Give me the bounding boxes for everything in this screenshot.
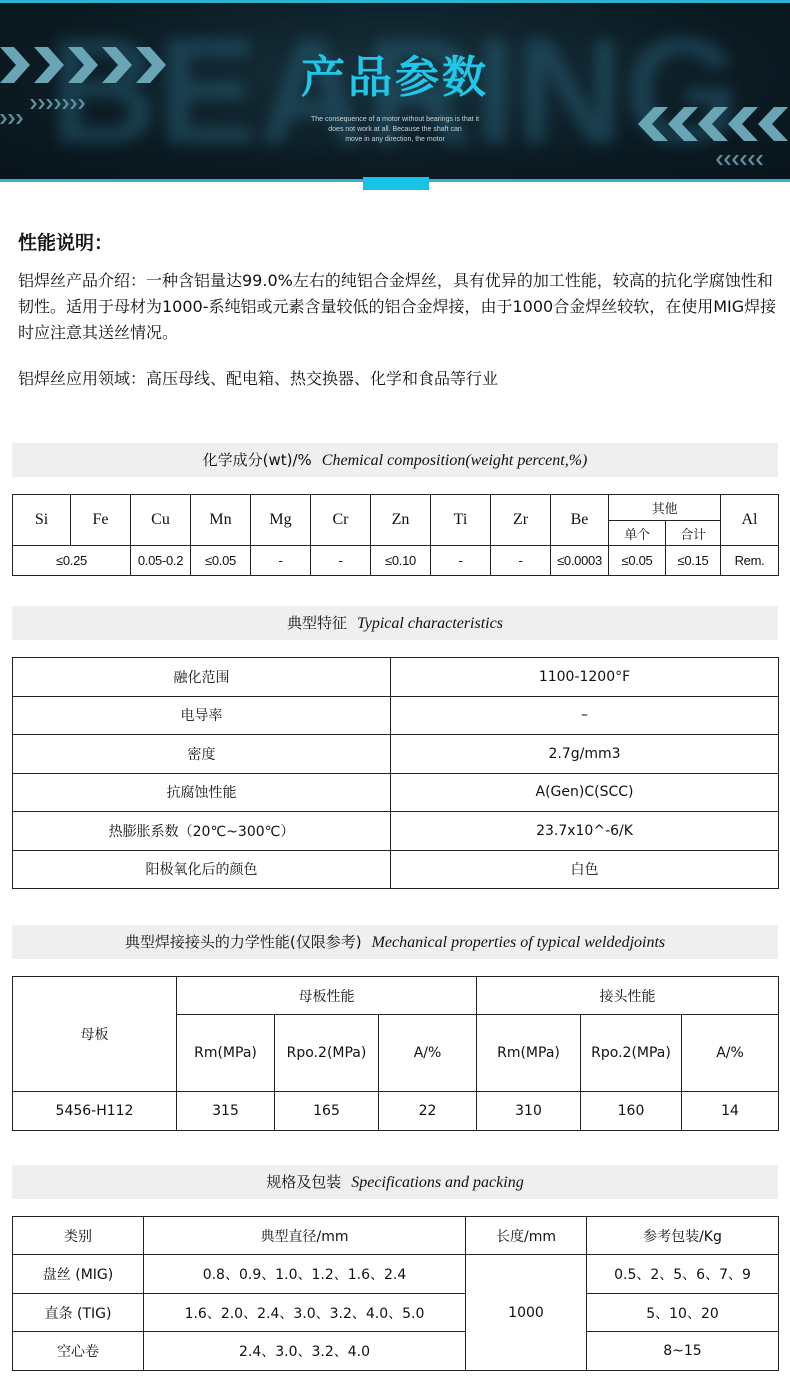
table-cell: Cr [311,495,371,546]
banner-tab-accent [363,177,429,190]
table-cell: 310 [477,1092,581,1131]
table-row [13,1294,779,1332]
property-value: 23.7x10^-6/K [391,812,779,851]
table-cell: Zn [371,495,431,546]
table-cell: 参考包装/Kg [587,1217,779,1255]
table-cell: A/% [682,1015,779,1092]
table-row [13,696,779,735]
chem-table [12,494,779,576]
table-cell: 315 [177,1092,275,1131]
mech-table [12,976,779,1131]
table-cell: A/% [379,1015,477,1092]
table-row [13,735,779,774]
chem-section-header [12,443,778,477]
table-cell: 14 [682,1092,779,1131]
table-row [13,1255,779,1294]
typical-section-header [12,606,778,640]
property-value: A(Gen)C(SCC) [391,773,779,812]
table-cell: 1.6、2.0、2.4、3.0、3.2、4.0、5.0 [144,1294,466,1332]
table-cell: 母板 [13,977,177,1092]
table-cell: Cu [131,495,191,546]
table-cell: Fe [71,495,131,546]
property-value: 2.7g/mm3 [391,735,779,774]
table-cell: ≤0.10 [371,546,431,576]
property-name: 密度 [13,735,391,774]
table-cell: 8~15 [587,1332,779,1371]
table-cell: - [311,546,371,576]
table-cell: Zr [491,495,551,546]
table-cell: 1000 [466,1255,587,1371]
table-cell: Be [551,495,609,546]
table-row [13,658,779,697]
table-cell: 空心卷 [13,1332,144,1371]
banner-subtitle [0,115,790,145]
property-name: 阳极氧化后的颜色 [13,850,391,889]
property-name: 电导率 [13,696,391,735]
table-cell: ≤0.25 [13,546,131,576]
table-cell: 盘丝 (MIG) [13,1255,144,1294]
chevron-left-icon [716,155,776,165]
table-cell: Rpo.2(MPa) [275,1015,379,1092]
section-title: 规格及包装 [266,1173,342,1191]
property-value: 1100-1200°F [391,658,779,697]
property-value: 白色 [391,850,779,889]
table-cell: 160 [581,1092,682,1131]
performance-heading: 性能说明： [18,232,114,254]
table-cell: 5、10、20 [587,1294,779,1332]
table-cell: 典型直径/mm [144,1217,466,1255]
banner-subtitle-line: move in any direction, the motor [345,136,445,143]
product-description: 铝焊丝产品介绍：一种含铝量达99.0%左右的纯铝合金焊丝，具有优异的加工性能，较高的抗化学腐蚀性和韧性。适用于母材为1000-系纯铝或元素含量较低的铝合金焊接，由于1000合金焊丝较软，在使用MIG焊接时应注意其送丝情况。 [18,271,777,342]
intro-section [18,268,778,392]
banner-title: 产品参数 [301,52,489,103]
table-cell: ≤0.0003 [551,546,609,576]
banner-subtitle-line: The consequence of a motor without bearings is that it [310,116,480,123]
section-title: Typical characteristics [357,615,503,632]
table-cell: Ti [431,495,491,546]
table-cell: 5456-H112 [13,1092,177,1131]
table-cell: Rm(MPa) [177,1015,275,1092]
table-cell: 0.05-0.2 [131,546,191,576]
table-cell: 其他 [609,495,721,521]
table-row [13,773,779,812]
table-cell: Rm(MPa) [477,1015,581,1092]
section-title: 典型焊接接头的力学性能(仅限参考) [124,933,362,951]
table-row [13,812,779,851]
property-name: 抗腐蚀性能 [13,773,391,812]
application-text: 铝焊丝应用领域：高压母线、配电箱、热交换器、化学和食品等行业 [18,369,499,388]
section-title: Chemical composition(weight percent,%) [321,452,588,469]
table-cell: 长度/mm [466,1217,587,1255]
property-name: 融化范围 [13,658,391,697]
table-cell: Rpo.2(MPa) [581,1015,682,1092]
table-cell: ≤0.05 [609,546,666,576]
table-cell: 合计 [666,521,721,546]
table-cell: 0.8、0.9、1.0、1.2、1.6、2.4 [144,1255,466,1294]
table-cell: 母板性能 [177,977,477,1015]
table-cell: 类别 [13,1217,144,1255]
table-row [13,1332,779,1371]
spec-section-header [12,1165,778,1199]
table-cell: 单个 [609,521,666,546]
table-cell: ≤0.15 [666,546,721,576]
section-title: 化学成分(wt)/% [202,451,312,469]
table-cell: 165 [275,1092,379,1131]
section-title: Specifications and packing [351,1174,524,1191]
mech-section-header [12,925,778,959]
table-cell: 2.4、3.0、3.2、4.0 [144,1332,466,1371]
table-cell: Mn [191,495,251,546]
table-cell: Al [721,495,779,546]
table-cell: Si [13,495,71,546]
table-cell: 直条 (TIG) [13,1294,144,1332]
table-cell: - [251,546,311,576]
property-name: 热膨胀系数（20℃~300℃） [13,812,391,851]
table-row [13,1092,779,1131]
table-cell: 0.5、2、5、6、7、9 [587,1255,779,1294]
property-value: – [391,696,779,735]
section-title: Mechanical properties of typical weldedjoints [371,934,666,951]
table-cell: 22 [379,1092,477,1131]
banner-subtitle-line: does not work at all. Because the shaft can [328,126,462,133]
section-title: 典型特征 [287,614,348,632]
table-cell: - [431,546,491,576]
table-cell: Rem. [721,546,779,576]
table-cell: ≤0.05 [191,546,251,576]
table-row [13,546,779,576]
typical-table [12,657,779,889]
table-cell: - [491,546,551,576]
table-row [13,850,779,889]
spec-table [12,1216,779,1371]
table-cell: Mg [251,495,311,546]
banner [0,0,790,182]
table-cell: 接头性能 [477,977,779,1015]
